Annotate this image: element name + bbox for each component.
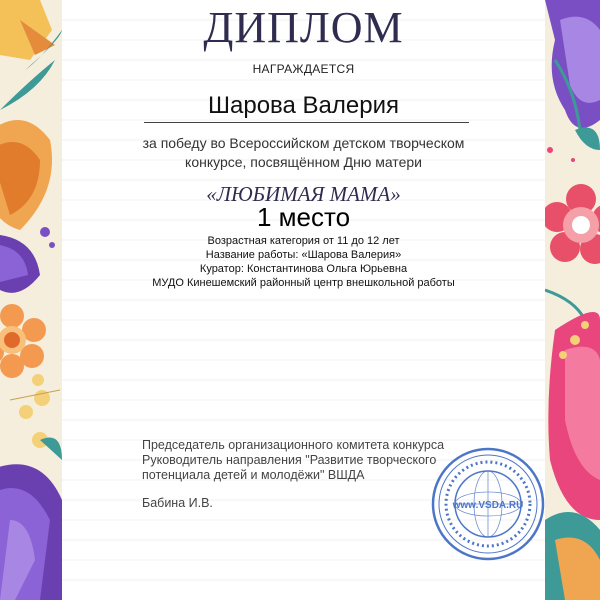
curator: Куратор: Константинова Ольга Юрьевна bbox=[199, 263, 408, 275]
right-floral-border bbox=[545, 0, 600, 600]
award-reason-line-2: конкурсе, посвящённом Дню матери bbox=[185, 154, 422, 170]
signature-line-1: Председатель организационного комитета конкурса bbox=[142, 438, 445, 452]
left-floral-border bbox=[0, 0, 62, 600]
certificate-title: ДИПЛОМ bbox=[203, 3, 404, 52]
award-reason bbox=[122, 134, 485, 172]
age-category: Возрастная категория от 11 до 12 лет bbox=[207, 235, 400, 247]
participant-details bbox=[62, 234, 545, 290]
signature-block bbox=[142, 438, 462, 483]
work-title: Название работы: «Шарова Валерия» bbox=[205, 249, 402, 261]
signature-line-3: потенциала детей и молодёжи" ВШДА bbox=[142, 468, 365, 482]
institution: МУДО Кинешемский районный центр внешкольной работы bbox=[152, 277, 455, 289]
certificate-paper bbox=[62, 0, 545, 600]
recipient-underline bbox=[144, 122, 469, 123]
contest-name: «ЛЮБИМАЯ МАМА» bbox=[206, 182, 401, 206]
award-reason-line-1: за победу во Всероссийском детском творческом bbox=[142, 135, 465, 151]
official-stamp bbox=[430, 446, 546, 562]
award-place: 1 место bbox=[256, 202, 351, 232]
stamp-center-text: www.VSDA.RU bbox=[452, 500, 524, 511]
recipient-name: Шарова Валерия bbox=[208, 92, 399, 119]
signature-line-2: Руководитель направления "Развитие творческого bbox=[142, 453, 437, 467]
signer-name: Бабина И.В. bbox=[142, 496, 213, 510]
awarded-label: НАГРАЖДАЕТСЯ bbox=[252, 62, 355, 76]
